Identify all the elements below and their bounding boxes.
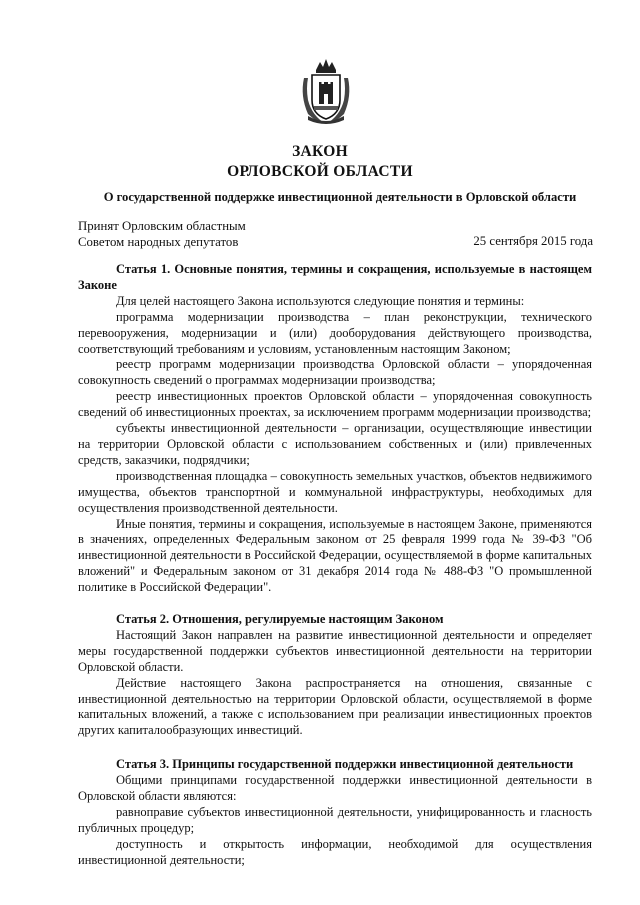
article-3-paragraph: равноправие субъектов инвестиционной деятельности, унифицированность и гласность публичных процедур; [78, 805, 592, 835]
article-1-paragraph: производственная площадка – совокупность земельных участков, объектов недвижимого имущества, объектов транспортной и коммунальной инфраструктуры, необходимых для осуществления производственной деятельности. [78, 468, 592, 515]
coat-of-arms-emblem [298, 56, 354, 126]
article-1-paragraph: реестр инвестиционных проектов Орловской области – упорядоченная совокупность сведений об инвестиционных проектах, за исключением программ модернизации производства; [78, 389, 592, 420]
article-1-paragraph: реестр программ модернизации производства Орловской области – упорядоченная совокупность сведений о программах модернизации производства; [78, 357, 592, 388]
adoption-line-2: Советом народных депутатов [78, 235, 239, 249]
adoption-date: 25 сентября 2015 года [473, 234, 593, 248]
article-2-paragraph: Настоящий Закон направлен на развитие инвестиционной деятельности и определяет меры государственной поддержки субъектов инвестиционной деятельности на территории Орловской области. [78, 627, 592, 674]
article-1-heading: Статья 1. Основные понятия, термины и сокращения, используемые в настоящем Законе [78, 262, 592, 292]
region-title: ОРЛОВСКОЙ ОБЛАСТИ [227, 163, 413, 180]
article-1-paragraph: программа модернизации производства – план реконструкции, технического перевооружения, модернизации и (или) дооборудования действующего производства, соответствующий требованиям и условиям, установленным настоящим Законом; [78, 309, 592, 356]
article-3-paragraph: Общими принципами государственной поддержки инвестиционной деятельности в Орловской области являются: [78, 773, 592, 804]
article-2-paragraph: Действие настоящего Закона распространяется на отношения, связанные с инвестиционной деятельностью на территории Орловской области, осуществляемой в форме капитальных вложений, а также с использованием при реализации инвестиционных проектов других капиталообразующих инвестиций. [78, 675, 592, 738]
adoption-info [78, 218, 246, 250]
law-body [78, 262, 592, 869]
article-1-paragraph: субъекты инвестиционной деятельности – организации, осуществляющие инвестиции на территории Орловской области с использованием собственных и (или) привлеченных средств, заказчики, подрядчики; [78, 421, 592, 467]
article-1-paragraph: Иные понятия, термины и сокращения, используемые в настоящем Законе, применяются в значениях, определенных Федеральным законом от 25 февраля 1999 года № 39-ФЗ "Об инвестиционной деятельности в Российской Федерации, осуществляемой в форме капитальных вложений" и Федеральным законом от 31 декабря 2014 года № 488-ФЗ "О промышленной политике в Российской Федерации". [78, 516, 592, 595]
law-title: О государственной поддержке инвестиционной деятельности в Орловской области [103, 190, 577, 204]
doc-type-title: ЗАКОН [292, 143, 348, 160]
article-1-paragraph: Для целей настоящего Закона используются следующие понятия и термины: [116, 293, 525, 308]
article-3-paragraph: доступность и открытость информации, необходимой для осуществления инвестиционной деятельности; [78, 836, 592, 867]
article-3-heading: Статья 3. Принципы государственной поддержки инвестиционной деятельности [116, 757, 574, 772]
article-2-heading: Статья 2. Отношения, регулируемые настоящим Законом [116, 612, 444, 627]
adoption-line-1: Принят Орловским областным [78, 219, 246, 233]
